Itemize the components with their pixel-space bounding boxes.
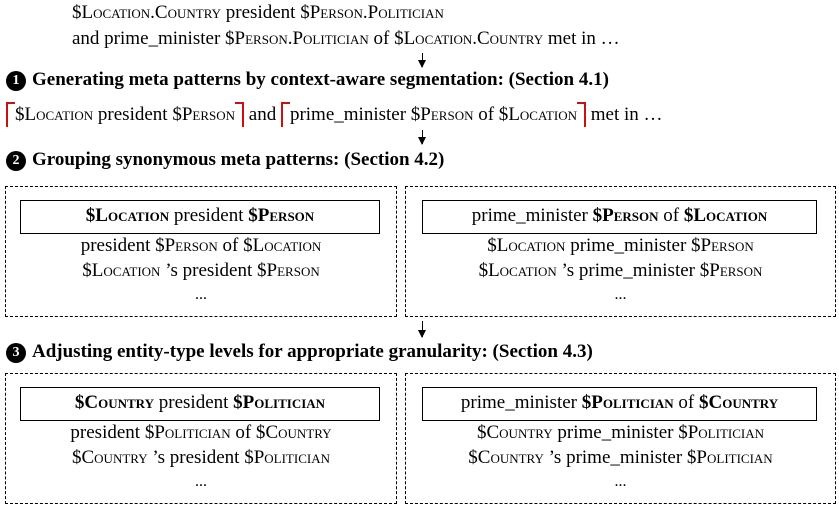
adjusted-pattern-line: $Country ’s prime_minister $Politician xyxy=(468,447,773,468)
segment-2-close-bracket xyxy=(577,102,586,127)
segment-1-close-bracket xyxy=(235,102,244,127)
type-adjusted-box-president xyxy=(5,373,397,504)
adjusted-ellipsis: ... xyxy=(614,473,627,490)
group-ellipsis: ... xyxy=(614,286,627,303)
step-2-heading: 2 Grouping synonymous meta patterns: (Section 4.2) xyxy=(6,149,444,171)
adjusted-pattern-line: president $Politician of $Country xyxy=(70,422,332,443)
adjusted-ellipsis: ... xyxy=(195,473,207,490)
step-1-heading: 1 Generating meta patterns by context-aware segmentation: (Section 4.1) xyxy=(6,69,609,91)
example-sentence-line-1: $Location.Country president $Person.Politician xyxy=(72,2,444,23)
group-pattern-line: $Location ’s president $Person xyxy=(82,260,320,281)
group-representative-pattern: $Location president $Person xyxy=(20,200,380,234)
segment-1: $Location president $Person xyxy=(6,104,244,125)
type-adjusted-box-prime-minister xyxy=(405,373,836,504)
group-ellipsis: ... xyxy=(195,286,207,303)
adjusted-representative-pattern: $Country president $Politician xyxy=(20,387,380,421)
group-pattern-line: president $Person of $Location xyxy=(80,235,322,256)
segment-1-open-bracket xyxy=(6,102,15,127)
segment-2: prime_minister $Person of $Location xyxy=(281,104,586,125)
step-3-heading: 3 Adjusting entity-type levels for appropriate granularity: (Section 4.3) xyxy=(6,341,593,363)
step-1-badge: 1 xyxy=(6,71,26,91)
segment-2-open-bracket xyxy=(281,102,290,127)
example-sentence-line-2: and prime_minister $Person.Politician of $Location.Country met in … xyxy=(72,28,620,49)
adjusted-representative-pattern: prime_minister $Politician of $Country xyxy=(422,387,817,421)
down-arrow-1 xyxy=(422,53,423,67)
down-arrow-2 xyxy=(422,130,423,144)
group-pattern-line: $Location prime_minister $Person xyxy=(487,235,754,256)
segmented-sentence: $Location president $Person and prime_minister $Person of $Location met in … xyxy=(6,104,663,126)
adjusted-pattern-line: $Country ’s president $Politician xyxy=(72,447,330,468)
synonym-group-box-prime-minister xyxy=(405,186,836,317)
adjusted-pattern-line: $Country prime_minister $Politician xyxy=(477,422,764,443)
step-3-badge: 3 xyxy=(6,343,26,363)
synonym-group-box-president xyxy=(5,186,397,317)
down-arrow-3 xyxy=(422,321,423,337)
group-pattern-line: $Location ’s prime_minister $Person xyxy=(478,260,763,281)
group-representative-pattern: prime_minister $Person of $Location xyxy=(422,200,817,234)
step-2-badge: 2 xyxy=(6,151,26,171)
